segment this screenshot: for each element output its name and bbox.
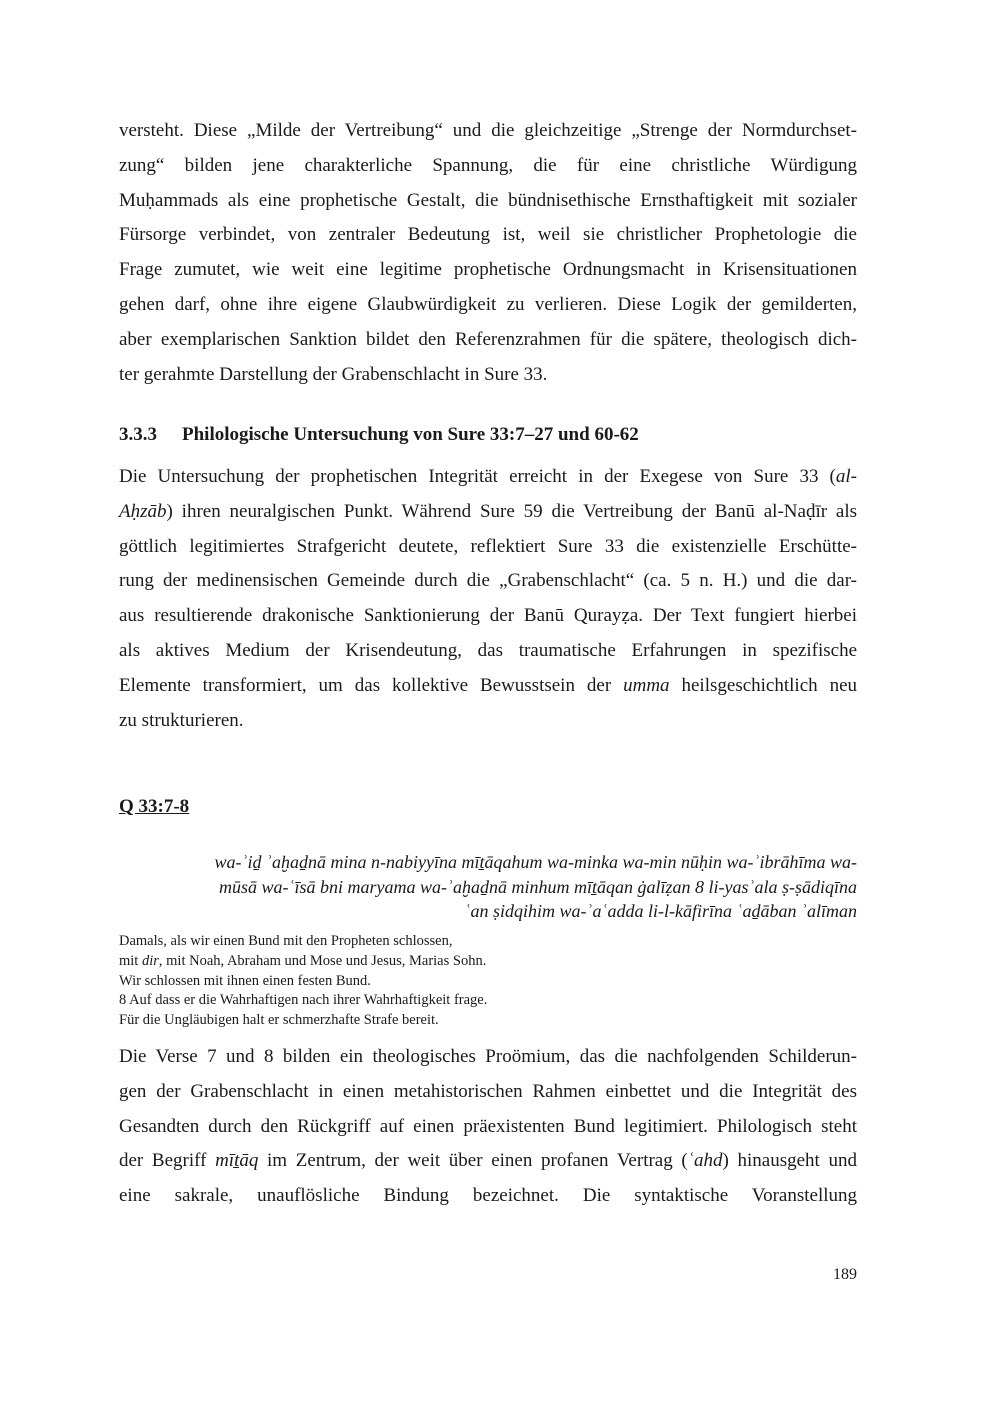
translation-line: Wir schlossen mit ihnen einen festen Bund. bbox=[119, 972, 371, 989]
text-span: Elemente transformiert, um das kollektive Bewusstsein der bbox=[119, 674, 624, 696]
translation-line: Für die Ungläubigen halt er schmerzhafte Strafe bereit. bbox=[119, 1012, 439, 1029]
text-line: ter gerahmte Darstellung der Grabenschlacht in Sure 33. bbox=[119, 363, 548, 385]
italic-term: ʿahd bbox=[687, 1150, 723, 1172]
verse-transliteration bbox=[119, 850, 857, 924]
verse-translation bbox=[119, 932, 487, 1031]
paragraph-3 bbox=[119, 1040, 857, 1214]
page-number: 189 bbox=[833, 1266, 857, 1283]
transliteration-line: ʿan ṣidqihim wa-ʾaʿadda li-l-kāfirīna ʿaḏāban ʾalīman bbox=[464, 901, 857, 921]
text-line: zu strukturieren. bbox=[119, 709, 244, 731]
italic-term: umma bbox=[623, 674, 670, 696]
italic-term: dir bbox=[141, 952, 159, 969]
text-line: aus resultierende drakonische Sanktionierung der Banū Qurayẓa. Der Text fungiert hierbei bbox=[119, 605, 857, 627]
text-line: gen der Grabenschlacht in einen metahistorischen Rahmen einbettet und die Integrität des bbox=[119, 1080, 857, 1102]
paragraph-1 bbox=[119, 114, 857, 392]
italic-term: Aḥzāb bbox=[119, 500, 167, 522]
translation-line bbox=[119, 952, 487, 972]
text-line: versteht. Diese „Milde der Vertreibung“ und die gleichzeitige „Strenge der Normdurchset- bbox=[119, 120, 857, 141]
text-line: Frage zumutet, wie weit eine legitime prophetische Ordnungsmacht in Krisensituationen bbox=[119, 259, 857, 281]
section-number: 3.3.3 bbox=[119, 424, 157, 445]
text-line: Gesandten durch den Rückgriff auf einen präexistenten Bund legitimiert. Philologisch steht bbox=[119, 1115, 857, 1137]
text-span: ) ihren neuralgischen Punkt. Während Sure 59 die Vertreibung der Banū al-Naḍīr als bbox=[166, 500, 857, 522]
text-line: göttlich legitimiertes Strafgericht deutete, reflektiert Sure 33 die existenzielle Erschütte- bbox=[119, 535, 857, 557]
italic-term: al- bbox=[835, 466, 857, 487]
transliteration-line: wa-ʾiḏ ʾaḫaḏnā mina n-nabiyyīna mīṯāqahum wa-minka wa-min nūḥin wa-ʾibrāhīma wa- bbox=[214, 852, 857, 872]
translation-line: 8 Auf dass er die Wahrhaftigen nach ihrer Wahrhaftigkeit frage. bbox=[119, 992, 488, 1009]
section-heading bbox=[119, 424, 639, 446]
text-span: der Begriff bbox=[119, 1150, 216, 1172]
text-line: rung der medinensischen Gemeinde durch die „Grabenschlacht“ (ca. 5 n. H.) und die dar- bbox=[119, 570, 857, 592]
text-line bbox=[119, 495, 857, 530]
text-span: im Zentrum, der weit über einen profanen Vertrag ( bbox=[258, 1150, 688, 1172]
text-line bbox=[119, 1144, 857, 1179]
text-line bbox=[119, 669, 857, 704]
text-line: aber exemplarischen Sanktion bildet den Referenzrahmen für die spätere, theologisch dich- bbox=[119, 328, 857, 350]
text-line: eine sakrale, unauflösliche Bindung bezeichnet. Die syntaktische Voranstellung bbox=[119, 1185, 857, 1207]
text-line bbox=[119, 460, 857, 495]
text-span: Die Untersuchung der prophetischen Integrität erreicht in der Exegese von Sure 33 ( bbox=[119, 466, 836, 487]
text-span: heilsgeschichtlich neu bbox=[669, 674, 858, 696]
text-line: zung“ bilden jene charakterliche Spannung, die für eine christliche Würdigung bbox=[119, 154, 857, 176]
text-span: , mit Noah, Abraham und Mose und Jesus, Marias Sohn. bbox=[158, 952, 487, 969]
verse-label: Q 33:7-8 bbox=[119, 796, 190, 817]
text-line: Die Verse 7 und 8 bilden ein theologisches Proömium, das die nachfolgenden Schilderun- bbox=[119, 1046, 857, 1067]
translation-line: Damals, als wir einen Bund mit den Propheten schlossen, bbox=[119, 933, 453, 949]
text-span: mit bbox=[119, 952, 142, 969]
text-line: als aktives Medium der Krisendeutung, das traumatische Erfahrungen in spezifische bbox=[119, 639, 857, 661]
text-line: Fürsorge verbindet, von zentraler Bedeutung ist, weil sie christlicher Prophetologie die bbox=[119, 224, 857, 246]
text-line: gehen darf, ohne ihre eigene Glaubwürdigkeit zu verlieren. Diese Logik der gemilderten, bbox=[119, 293, 857, 315]
paragraph-2 bbox=[119, 460, 857, 738]
section-title: Philologische Untersuchung von Sure 33:7–27 und 60-62 bbox=[182, 424, 639, 445]
text-line: Muḥammads als eine prophetische Gestalt, die bündnisethische Ernsthaftigkeit mit sozialer bbox=[119, 189, 857, 211]
text-span: ) hinausgeht und bbox=[722, 1150, 857, 1172]
transliteration-line: mūsā wa-ʿīsā bni maryama wa-ʾaḫaḏnā minhum mīṯāqan ġalīẓan 8 li-yasʾala ṣ-ṣādiqīna bbox=[219, 876, 857, 897]
italic-term: mīṯāq bbox=[215, 1150, 259, 1172]
